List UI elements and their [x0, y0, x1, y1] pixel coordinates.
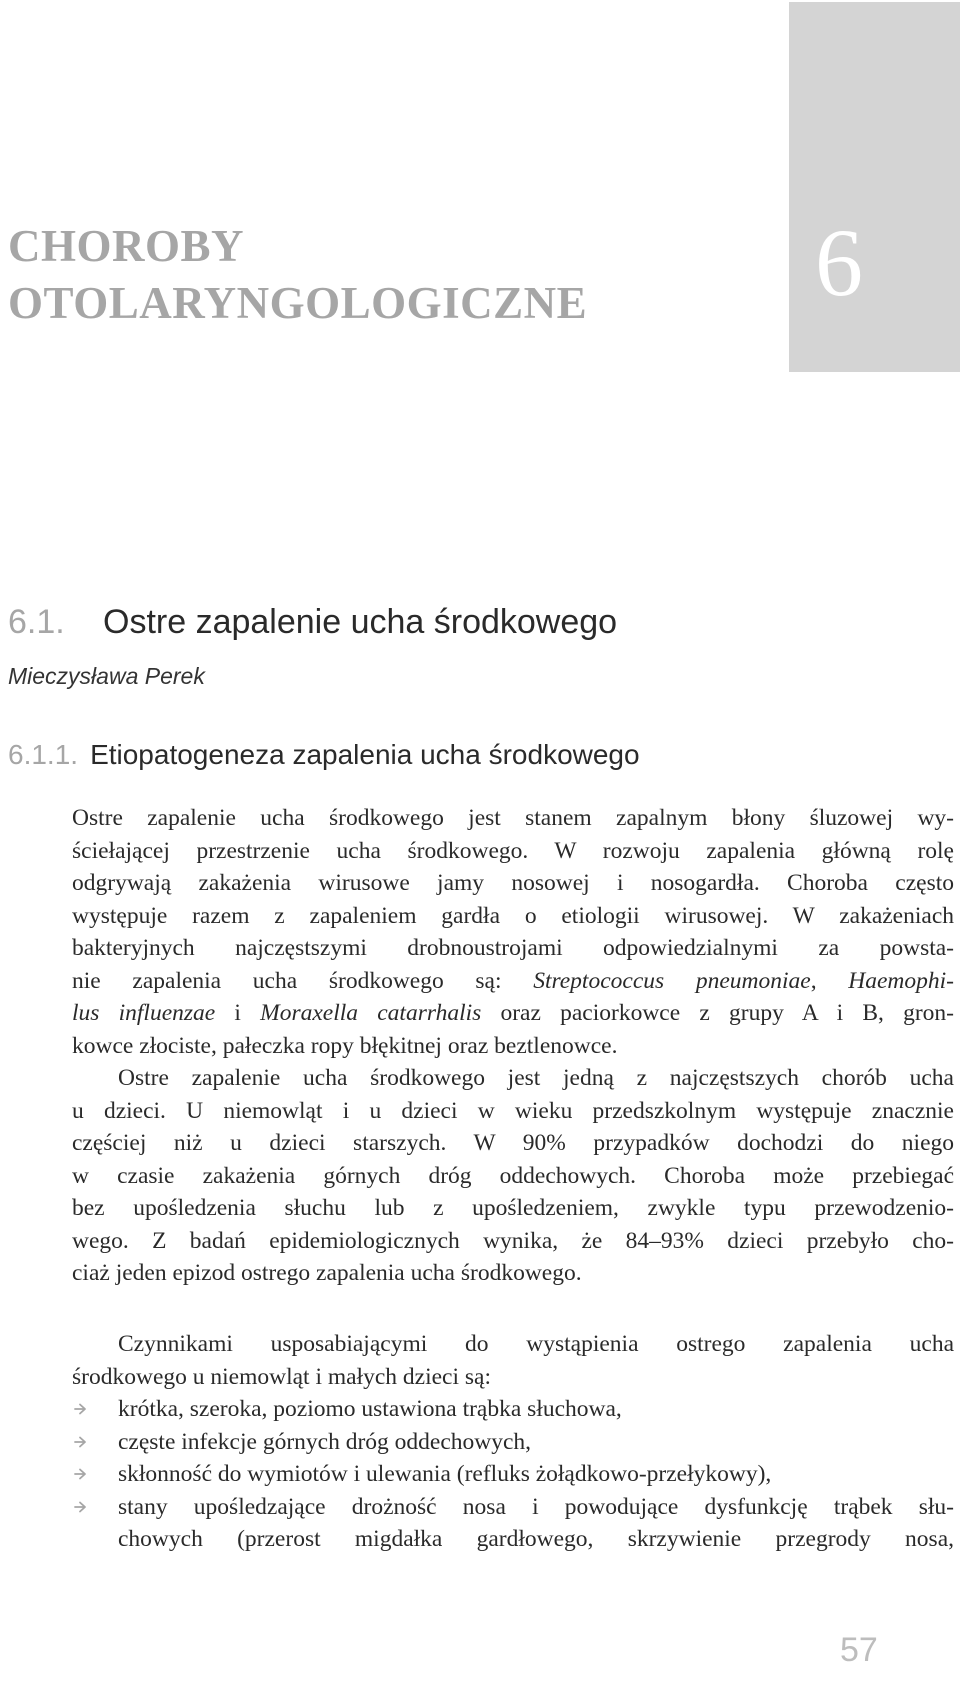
text-run: ,: [810, 967, 849, 994]
arrow-right-icon: [74, 1401, 88, 1417]
species-name: Moraxella catarrhalis: [260, 1000, 482, 1026]
paragraph-line: ciaż jeden epizod ostrego zapalenia ucha środkowego.: [72, 1260, 582, 1286]
paragraph-etiology: [72, 802, 954, 1062]
section-title: Ostre zapalenie ucha środkowego: [103, 603, 618, 641]
species-name: Haemophi-: [848, 967, 954, 994]
list-item-text: skłonność do wymiotów i ulewania (refluks żołądkowo-przełykowy),: [118, 1461, 772, 1487]
text-run: oraz paciorkowce z grupy A i B, gron-: [481, 1000, 954, 1026]
section-number: 6.1.: [8, 603, 65, 641]
section-heading: [8, 600, 617, 644]
paragraph-line: kowce złociste, pałeczka ropy błękitnej oraz beztlenowce.: [72, 1032, 618, 1059]
paragraph-line: Ostre zapalenie ucha środkowego jest stanem zapalnym błony śluzowej wy-: [72, 805, 954, 831]
species-name: Streptococcus pneumoniae: [533, 967, 811, 994]
paragraph-line: ściełającej przestrzenie ucha środkowego. W rozwoju zapalenia główną rolę: [72, 837, 954, 864]
list-item-text: stany upośledzające drożność nosa i powodujące dysfunkcję trąbek słu-: [118, 1493, 954, 1520]
list-item: [72, 1458, 954, 1491]
species-name: lus influenzae: [72, 1000, 216, 1026]
paragraph-line: odgrywają zakażenia wirusowe jamy nosowej i nosogardła. Choroba często: [72, 870, 954, 896]
paragraph-line: w czasie zakażenia górnych dróg oddechowych. Choroba może przebiegać: [72, 1162, 954, 1189]
subsection-heading: [8, 736, 640, 774]
arrow-right-icon: [74, 1466, 88, 1482]
paragraph-line: występuje razem z zapaleniem gardła o etiologii wirusowej. W zakażeniach: [72, 902, 954, 929]
paragraph-line: Czynnikami usposabiającymi do wystąpienia ostrego zapalenia ucha: [118, 1331, 954, 1357]
paragraph-line: [72, 965, 954, 998]
paragraph-line: środkowego u niemowląt i małych dzieci są:: [72, 1363, 491, 1390]
list-item-text: krótka, szeroka, poziomo ustawiona trąbka słuchowa,: [118, 1396, 622, 1422]
chapter-number: 6: [815, 209, 863, 316]
list-item: [72, 1393, 954, 1426]
chapter-title: [8, 218, 587, 332]
risk-factor-list: [72, 1393, 954, 1556]
list-item-text: chowych (przerost migdałka gardłowego, skrzywienie przegrody nosa,: [118, 1526, 954, 1552]
paragraph-line: Ostre zapalenie ucha środkowego jest jedną z najczęstszych chorób ucha: [118, 1065, 954, 1091]
paragraph-line: bez upośledzenia słuchu lub z upośledzeniem, zwykle typu przewodzenio-: [72, 1195, 954, 1221]
list-item: [72, 1491, 954, 1556]
paragraph-line: częściej niż u dzieci starszych. W 90% przypadków dochodzi do niego: [72, 1130, 954, 1156]
paragraph-epidemiology: [72, 1062, 954, 1290]
section-author: Mieczysława Perek: [8, 663, 205, 689]
paragraph-line: wego. Z badań epidemiologicznych wynika, że 84–93% dzieci przebyło cho-: [72, 1227, 954, 1254]
page-number: 57: [840, 1631, 878, 1669]
arrow-right-icon: [74, 1434, 88, 1450]
paragraph-line: [72, 997, 954, 1030]
paragraph-line: bakteryjnych najczęstszymi drobnoustrojami odpowiedzialnymi za powsta-: [72, 935, 954, 961]
text-run: nie zapalenia ucha środkowego są:: [72, 967, 534, 994]
list-item-text: częste infekcje górnych dróg oddechowych,: [118, 1428, 532, 1455]
paragraph-risk-factors: [72, 1328, 954, 1393]
text-run: i: [215, 1000, 261, 1026]
arrow-right-icon: [74, 1499, 88, 1515]
chapter-title-line-1: CHOROBY: [8, 221, 245, 271]
subsection-number: 6.1.1.: [8, 739, 79, 770]
list-item: [72, 1426, 954, 1459]
subsection-title: Etiopatogeneza zapalenia ucha środkowego: [90, 739, 640, 770]
paragraph-line: u dzieci. U niemowląt i u dzieci w wieku przedszkolnym występuje znacznie: [72, 1097, 954, 1124]
chapter-title-line-2: OTOLARYNGOLOGICZNE: [8, 278, 588, 328]
chapter-number-box: [789, 2, 960, 372]
